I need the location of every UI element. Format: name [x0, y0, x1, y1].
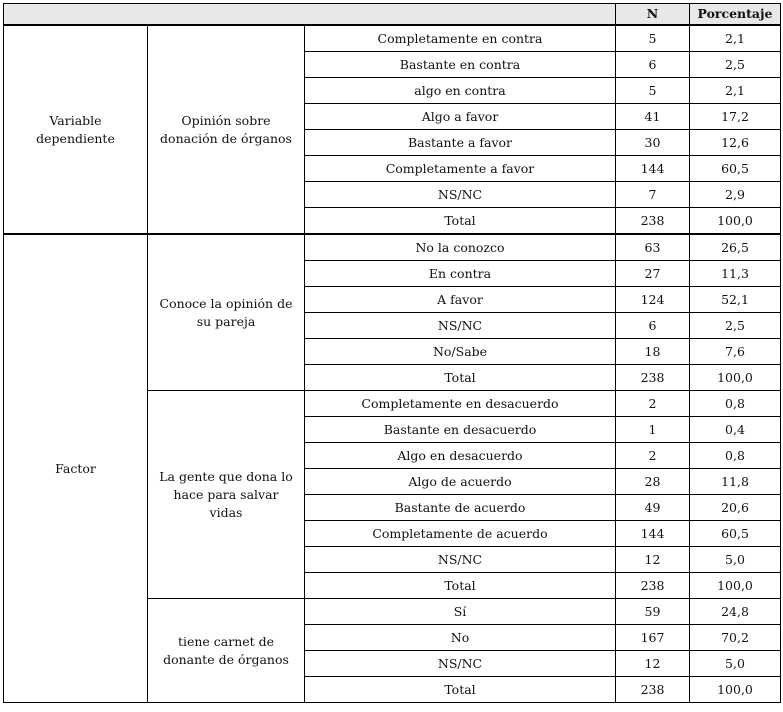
n-cell: 63: [616, 234, 690, 261]
n-cell: 41: [616, 104, 690, 130]
pct-cell: 70,2: [690, 625, 781, 651]
n-cell: 167: [616, 625, 690, 651]
answer-cell: Bastante a favor: [305, 130, 616, 156]
answer-cell: Algo a favor: [305, 104, 616, 130]
pct-cell: 2,1: [690, 78, 781, 104]
answer-cell: Sí: [305, 599, 616, 625]
answer-cell: Completamente en contra: [305, 25, 616, 52]
n-cell: 7: [616, 182, 690, 208]
question-cell: Conoce la opinión de su pareja: [148, 234, 305, 391]
factor-label: Factor: [4, 234, 148, 703]
n-cell: 2: [616, 391, 690, 417]
answer-cell: Total: [305, 573, 616, 599]
pct-cell: 2,5: [690, 313, 781, 339]
answer-cell: Algo en desacuerdo: [305, 443, 616, 469]
n-cell: 59: [616, 599, 690, 625]
pct-cell: 52,1: [690, 287, 781, 313]
pct-cell: 12,6: [690, 130, 781, 156]
pct-cell: 24,8: [690, 599, 781, 625]
header-n: N: [616, 4, 690, 26]
n-cell: 18: [616, 339, 690, 365]
variable-dependiente-label: Variable dependiente: [4, 25, 148, 234]
n-cell: 6: [616, 313, 690, 339]
n-cell: 27: [616, 261, 690, 287]
answer-cell: Completamente a favor: [305, 156, 616, 182]
answer-cell: Total: [305, 208, 616, 235]
pct-cell: 17,2: [690, 104, 781, 130]
n-cell: 5: [616, 78, 690, 104]
pct-cell: 11,8: [690, 469, 781, 495]
n-cell: 30: [616, 130, 690, 156]
pct-cell: 100,0: [690, 365, 781, 391]
n-cell: 5: [616, 25, 690, 52]
pct-cell: 60,5: [690, 521, 781, 547]
question-cell: La gente que dona lo hace para salvar vidas: [148, 391, 305, 599]
answer-cell: Bastante de acuerdo: [305, 495, 616, 521]
answer-cell: Bastante en desacuerdo: [305, 417, 616, 443]
question-cell: Opinión sobre donación de órganos: [148, 25, 305, 234]
pct-cell: 0,4: [690, 417, 781, 443]
n-cell: 49: [616, 495, 690, 521]
n-cell: 1: [616, 417, 690, 443]
answer-cell: Completamente en desacuerdo: [305, 391, 616, 417]
answer-cell: Completamente de acuerdo: [305, 521, 616, 547]
answer-cell: Bastante en contra: [305, 52, 616, 78]
pct-cell: 7,6: [690, 339, 781, 365]
pct-cell: 100,0: [690, 573, 781, 599]
answer-cell: Total: [305, 365, 616, 391]
answer-cell: NS/NC: [305, 651, 616, 677]
pct-cell: 20,6: [690, 495, 781, 521]
header-row: [4, 4, 781, 26]
pct-cell: 0,8: [690, 391, 781, 417]
answer-cell: No/Sabe: [305, 339, 616, 365]
n-cell: 238: [616, 208, 690, 235]
pct-cell: 5,0: [690, 547, 781, 573]
answer-cell: En contra: [305, 261, 616, 287]
n-cell: 12: [616, 651, 690, 677]
n-cell: 144: [616, 521, 690, 547]
answer-cell: NS/NC: [305, 547, 616, 573]
answer-cell: A favor: [305, 287, 616, 313]
header-percentage: Porcentaje: [690, 4, 781, 26]
n-cell: 238: [616, 677, 690, 703]
pct-cell: 100,0: [690, 208, 781, 235]
table-row: [4, 25, 781, 52]
answer-cell: NS/NC: [305, 313, 616, 339]
pct-cell: 26,5: [690, 234, 781, 261]
question-cell: tiene carnet de donante de órganos: [148, 599, 305, 703]
table-row: [4, 234, 781, 261]
n-cell: 6: [616, 52, 690, 78]
pct-cell: 100,0: [690, 677, 781, 703]
answer-cell: algo en contra: [305, 78, 616, 104]
answer-cell: Total: [305, 677, 616, 703]
n-cell: 124: [616, 287, 690, 313]
pct-cell: 60,5: [690, 156, 781, 182]
answer-cell: No: [305, 625, 616, 651]
n-cell: 12: [616, 547, 690, 573]
answer-cell: NS/NC: [305, 182, 616, 208]
pct-cell: 5,0: [690, 651, 781, 677]
n-cell: 2: [616, 443, 690, 469]
frequency-table: [3, 3, 781, 703]
pct-cell: 2,5: [690, 52, 781, 78]
answer-cell: No la conozco: [305, 234, 616, 261]
n-cell: 28: [616, 469, 690, 495]
header-blank-cell: [4, 4, 616, 26]
pct-cell: 2,1: [690, 25, 781, 52]
n-cell: 238: [616, 573, 690, 599]
pct-cell: 11,3: [690, 261, 781, 287]
n-cell: 144: [616, 156, 690, 182]
answer-cell: Algo de acuerdo: [305, 469, 616, 495]
pct-cell: 0,8: [690, 443, 781, 469]
pct-cell: 2,9: [690, 182, 781, 208]
n-cell: 238: [616, 365, 690, 391]
